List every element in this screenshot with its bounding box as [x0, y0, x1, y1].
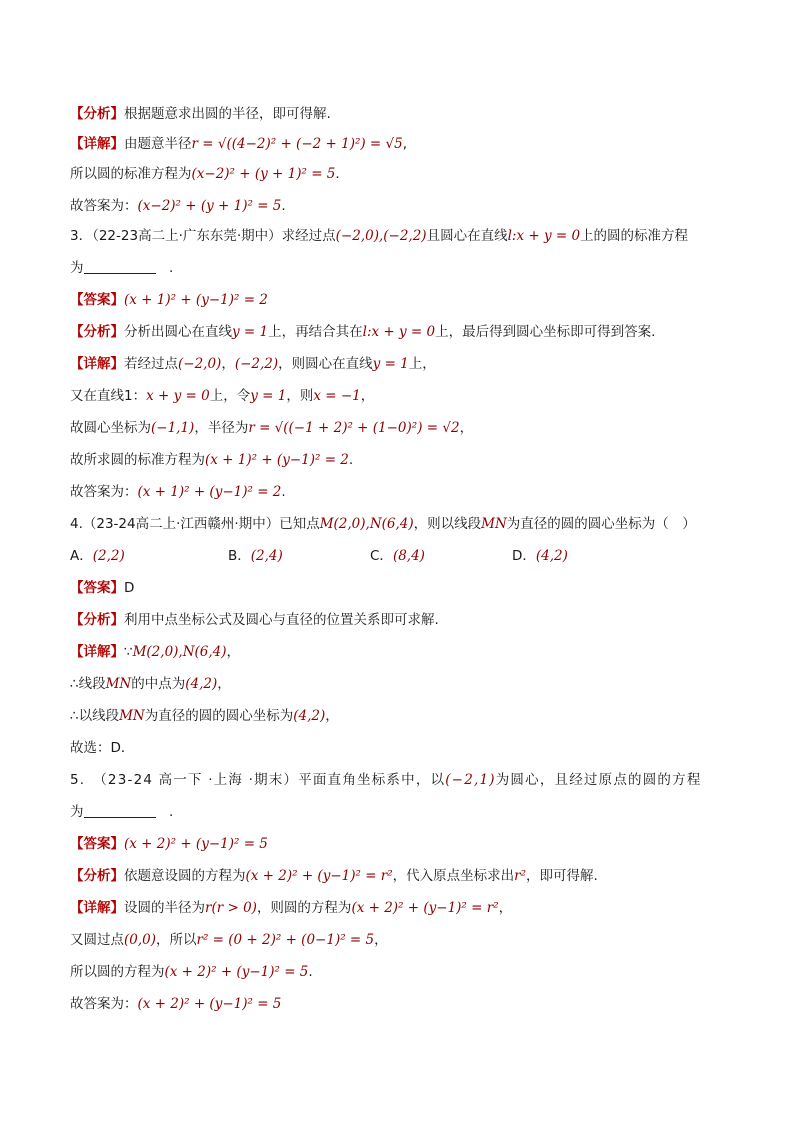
q4-analysis — [70, 610, 439, 630]
q5-analysis — [70, 866, 598, 886]
text: . — [281, 484, 286, 500]
math-expr: M(2,0),N(6,4) — [132, 644, 227, 660]
p2-final-answer — [70, 196, 286, 216]
text: . — [308, 964, 313, 980]
text: 的中点为 — [131, 676, 186, 692]
math-expr: (x + 1)² + (y−1)² = 2 — [137, 484, 282, 500]
text: 若经过点 — [124, 356, 178, 372]
q4-solution-line3 — [70, 706, 339, 726]
q5-solution — [70, 898, 512, 918]
answer-blank — [84, 803, 156, 818]
p2-solution — [70, 134, 407, 154]
math-expr: (−2,2) — [234, 356, 279, 372]
text: ，半径为 — [194, 420, 249, 436]
q4-options — [70, 546, 730, 566]
option-value: (2,4) — [250, 548, 283, 564]
text: ， — [226, 644, 241, 660]
analysis-tag: 【分析】 — [70, 106, 124, 122]
p2-standard-equation — [70, 164, 340, 184]
math-expr: (−2,0),(−2,2) — [335, 228, 427, 244]
q4-stem — [70, 514, 696, 534]
text: 上的圆的标准方程 — [580, 228, 689, 244]
q3-solution-line4 — [70, 450, 353, 470]
q3-analysis — [70, 322, 655, 342]
q5-final-answer — [70, 994, 281, 1014]
text: ，即可得解. — [526, 868, 598, 884]
text: 所以圆的标准方程为 — [70, 166, 192, 182]
math-expr: (x + 1)² + (y−1)² = 2 — [124, 292, 268, 308]
math-expr: l:x + y = 0 — [362, 324, 436, 340]
math-expr: r² — [514, 868, 527, 884]
math-expr: M(2,0),N(6,4) — [319, 516, 414, 532]
math-expr: (x + 2)² + (y−1)² = r² — [351, 900, 499, 916]
text: ∴以线段 — [70, 708, 120, 724]
math-expr: (4,2) — [185, 676, 218, 692]
q3-solution-line2 — [70, 386, 374, 406]
option-b — [228, 546, 283, 566]
text: 且圆心在直线 — [426, 228, 508, 244]
text: ， — [459, 420, 474, 436]
option-label: C． — [370, 548, 393, 564]
q5-solution-line2 — [70, 930, 388, 950]
q4-final-choice — [70, 738, 134, 758]
text: 设圆的半径为 — [124, 900, 205, 916]
analysis-text: 利用中点坐标公式及圆心与直径的位置关系即可求解. — [124, 612, 439, 628]
math-expr: x + y = 0 — [146, 388, 210, 404]
math-expr: MN — [481, 516, 507, 532]
text: ∵ — [124, 644, 133, 660]
math-expr: MN — [105, 676, 132, 692]
text: . — [169, 804, 174, 820]
text: ， — [325, 708, 339, 724]
q3-stem-line2 — [70, 258, 173, 278]
text: . — [169, 260, 174, 276]
text: ， — [374, 932, 388, 948]
analysis-text: 根据题意求出圆的半径，即可得解. — [124, 106, 331, 122]
math-expr: MN — [119, 708, 145, 724]
q3-answer — [70, 290, 268, 310]
text: ， — [498, 900, 513, 916]
text: 为 — [70, 804, 84, 820]
q3-solution — [70, 354, 436, 374]
math-expr: (x + 2)² + (y−1)² = r² — [245, 868, 393, 884]
text: ， — [217, 676, 231, 692]
solution-tag: 【详解】 — [70, 356, 124, 372]
text: ，所以 — [156, 932, 197, 948]
solution-tag: 【详解】 — [70, 900, 124, 916]
text: 上， — [408, 356, 436, 372]
q5-answer — [70, 834, 268, 854]
option-d — [512, 546, 568, 566]
text: 故所求圆的标准方程为 — [70, 452, 205, 468]
math-expr: (0,0) — [124, 932, 157, 948]
math-expr: (x−2)² + (y + 1)² = 5 — [137, 198, 282, 214]
text: 为 — [70, 260, 84, 276]
text: 又在直线1： — [70, 388, 147, 404]
q4-answer — [70, 578, 134, 598]
math-expr: y = 1 — [372, 356, 409, 372]
text: , — [402, 136, 408, 152]
math-expr: r = √((−1 + 2)² + (1−0)²) = √2 — [248, 420, 460, 436]
math-expr: r² = (0 + 2)² + (0−1)² = 5 — [196, 932, 375, 948]
text: 所以圆的方程为 — [70, 964, 165, 980]
math-expr: (x−2)² + (y + 1)² = 5 — [191, 166, 336, 182]
text: ，则 — [286, 388, 314, 404]
text: ， — [221, 356, 235, 372]
math-expr: (x + 1)² + (y−1)² = 2 — [205, 452, 349, 468]
text: . — [281, 198, 286, 214]
q4-solution — [70, 642, 240, 662]
q5-solution-line3 — [70, 962, 313, 982]
math-expr: (x + 2)² + (y−1)² = 5 — [124, 836, 268, 852]
p2-analysis — [70, 104, 331, 124]
answer-tag: 【答案】 — [70, 580, 124, 596]
math-expr: (4,2) — [293, 708, 326, 724]
answer-value: D — [124, 580, 135, 596]
math-expr: y = 1 — [232, 324, 269, 340]
answer-tag: 【答案】 — [70, 836, 124, 852]
math-expr: (x + 2)² + (y−1)² = 5 — [137, 996, 282, 1012]
analysis-tag: 【分析】 — [70, 612, 124, 628]
math-expr: l:x + y = 0 — [507, 228, 581, 244]
text: ，代入原点坐标求出 — [392, 868, 515, 884]
q4-solution-line2 — [70, 674, 231, 694]
text: ，则圆心在直线 — [278, 356, 373, 372]
solution-tag: 【详解】 — [70, 136, 124, 152]
option-value: (2,2) — [92, 548, 125, 564]
text: 5. （23-24 高一下 ·上海 ·期末）平面直角坐标系中，以 — [70, 772, 446, 788]
analysis-tag: 【分析】 — [70, 868, 124, 884]
text: 上，最后得到圆心坐标即可得到答案. — [435, 324, 656, 340]
text: ，则以线段 — [413, 516, 482, 532]
math-expr: (−2,1) — [445, 772, 496, 788]
option-a — [70, 546, 125, 566]
text: 故圆心坐标为 — [70, 420, 151, 436]
text: 为直径的圆的圆心坐标为 — [144, 708, 294, 724]
text: ， — [360, 388, 375, 404]
text: 为直径的圆的圆心坐标为（ ） — [506, 516, 696, 532]
option-value: (4,2) — [535, 548, 568, 564]
math-expr: r(r > 0) — [205, 900, 257, 916]
math-expr: r = √((4−2)² + (−2 + 1)²) = √5 — [191, 136, 403, 152]
answer-tag: 【答案】 — [70, 292, 124, 308]
text: 故选：D． — [70, 740, 135, 756]
analysis-tag: 【分析】 — [70, 324, 124, 340]
text: ∴线段 — [70, 676, 106, 692]
q5-stem — [70, 770, 702, 790]
text: 分析出圆心在直线 — [124, 324, 232, 340]
math-expr: (x + 2)² + (y−1)² = 5 — [164, 964, 309, 980]
text: . — [348, 452, 354, 468]
text: 上，令 — [209, 388, 251, 404]
text: 为圆心，且经过原点的圆的方程 — [495, 772, 702, 788]
text: 依题意设圆的方程为 — [124, 868, 246, 884]
text: 3．（22-23高二上·广东东莞·期中）求经过点 — [70, 228, 336, 244]
q5-stem-line2 — [70, 802, 173, 822]
option-value: (8,4) — [392, 548, 425, 564]
option-label: B． — [228, 548, 251, 564]
answer-blank — [84, 259, 156, 274]
option-label: D． — [512, 548, 536, 564]
option-label: A． — [70, 548, 93, 564]
math-expr: x = −1 — [313, 388, 361, 404]
math-expr: (−2,0) — [178, 356, 222, 372]
text: 由题意半径 — [124, 136, 192, 152]
text: 故答案为： — [70, 198, 138, 214]
math-expr: y = 1 — [250, 388, 287, 404]
text: 又圆过点 — [70, 932, 124, 948]
text: ，则圆的方程为 — [256, 900, 352, 916]
q3-final-answer — [70, 482, 286, 502]
solution-tag: 【详解】 — [70, 644, 124, 660]
text: 故答案为： — [70, 996, 138, 1012]
text: 4.（23-24高二上·江西赣州·期中）已知点 — [70, 516, 320, 532]
option-c — [370, 546, 425, 566]
text: . — [335, 166, 340, 182]
q3-solution-line3 — [70, 418, 473, 438]
text: 上，再结合其在 — [268, 324, 363, 340]
math-expr: (−1,1) — [151, 420, 195, 436]
q3-stem — [70, 226, 688, 246]
text: 故答案为： — [70, 484, 138, 500]
